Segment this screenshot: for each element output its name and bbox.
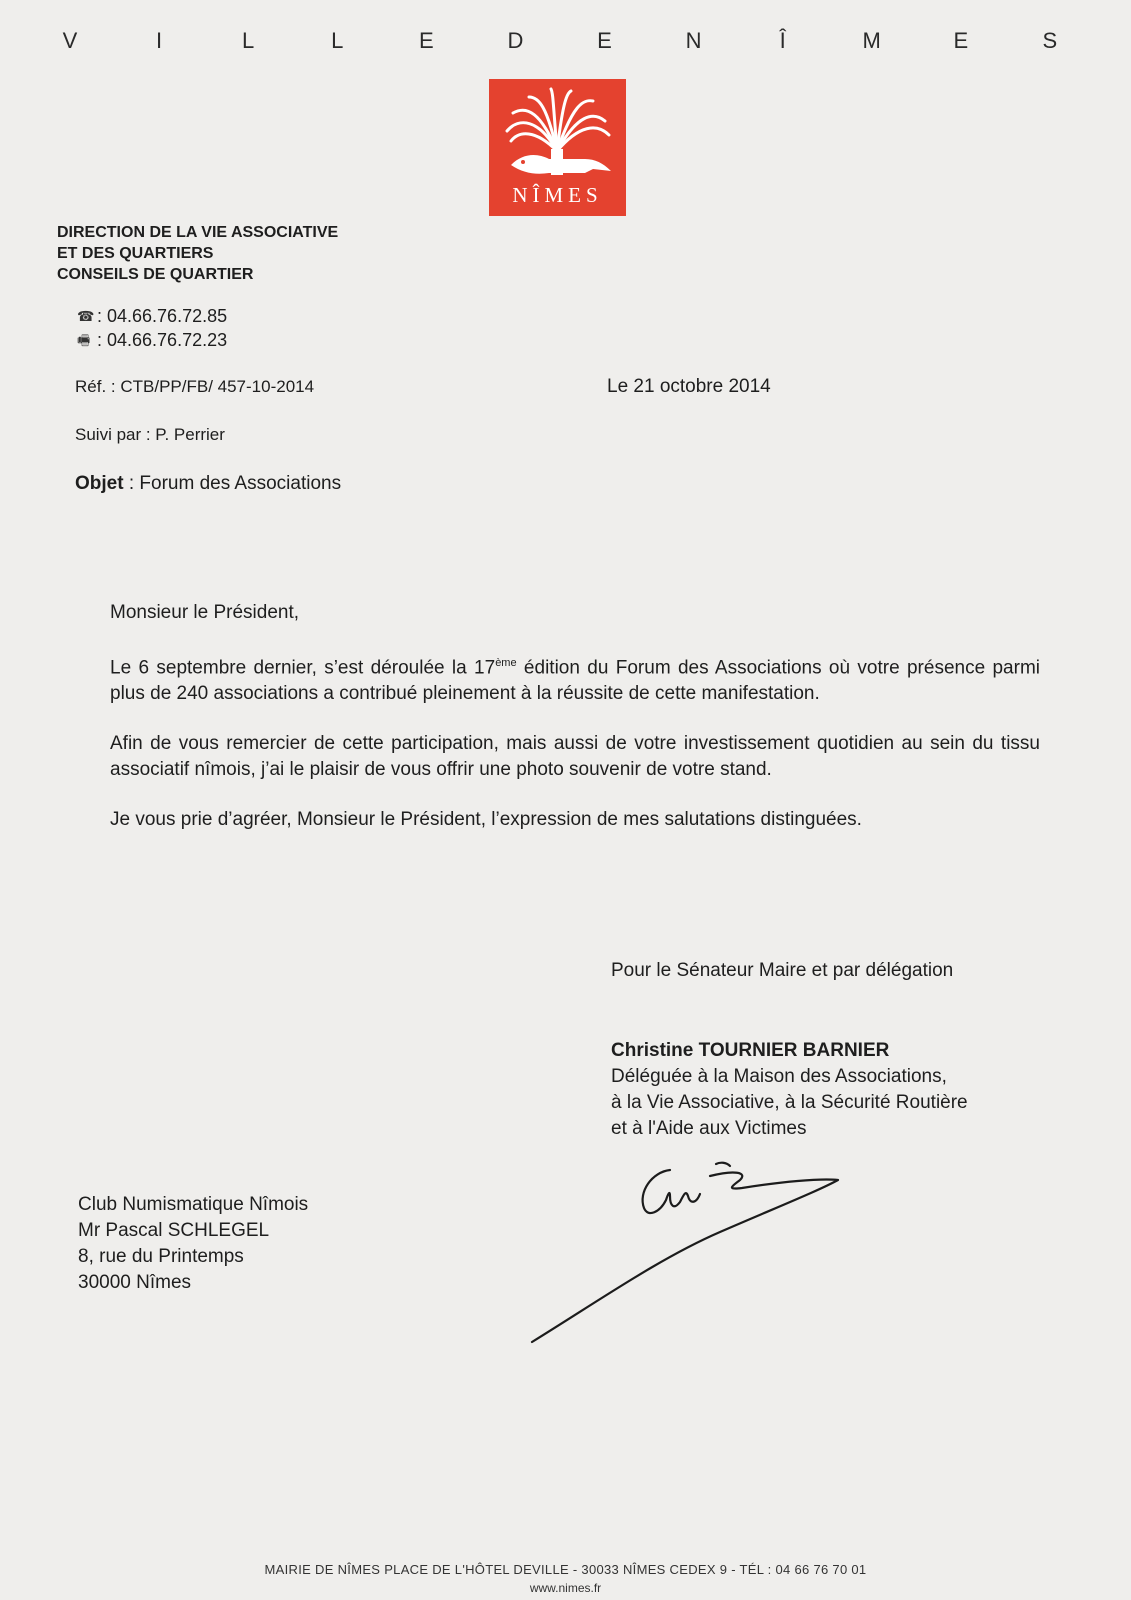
city-title-letter: Î bbox=[779, 28, 786, 53]
subject-label: Objet bbox=[75, 473, 124, 494]
city-title-letter: V bbox=[62, 28, 78, 53]
recipient-line: Mr Pascal SCHLEGEL bbox=[78, 1220, 270, 1241]
ordinal-superscript: ème bbox=[495, 657, 517, 669]
city-title bbox=[60, 28, 1060, 54]
paragraph-3: Je vous prie d’agréer, Monsieur le Président, l’expression de mes salutations distinguées. bbox=[110, 809, 862, 831]
signer-name: Christine TOURNIER BARNIER bbox=[611, 1040, 890, 1061]
footer-address: MAIRIE DE NÎMES PLACE DE L'HÔTEL DEVILLE - 30033 NÎMES CEDEX 9 - TÉL : 04 66 76 70 01 bbox=[264, 1562, 867, 1577]
city-title-letter: M bbox=[862, 28, 881, 53]
phone-number: : 04.66.76.72.85 bbox=[97, 306, 228, 326]
department-line: ET DES QUARTIERS bbox=[57, 245, 214, 262]
recipient-address bbox=[78, 1192, 308, 1296]
nimes-logo bbox=[489, 79, 626, 216]
paragraph-1-start: Le 6 septembre dernier, s’est déroulée la 17 bbox=[110, 657, 496, 679]
city-title-letter: D bbox=[507, 28, 524, 53]
followed-by: Suivi par : P. Perrier bbox=[75, 425, 225, 444]
signer-role: à la Vie Associative, à la Sécurité Routière bbox=[611, 1092, 968, 1113]
paragraph-1 bbox=[110, 650, 1040, 707]
reference: Réf. : CTB/PP/FB/ 457-10-2014 bbox=[75, 377, 315, 396]
fax-icon: 🖷 bbox=[77, 332, 91, 348]
salutation: Monsieur le Président, bbox=[110, 602, 300, 623]
city-title-letter: L bbox=[242, 28, 255, 53]
city-title-letter: S bbox=[1042, 28, 1058, 53]
logo-wordmark: NÎMES bbox=[512, 183, 603, 207]
city-title-letter: E bbox=[418, 28, 434, 53]
fax-number: : 04.66.76.72.23 bbox=[97, 330, 228, 350]
handwritten-signature bbox=[520, 1150, 860, 1370]
signer-block bbox=[611, 1038, 968, 1142]
signer-role: Déléguée à la Maison des Associations, bbox=[611, 1066, 947, 1087]
letter-date: Le 21 octobre 2014 bbox=[607, 376, 771, 397]
phone-line bbox=[77, 304, 227, 328]
recipient-line: 8, rue du Printemps bbox=[78, 1246, 244, 1267]
recipient-line: Club Numismatique Nîmois bbox=[78, 1194, 309, 1215]
paragraph-1-end: édition du Forum des Associations où votre présence parmi plus de 240 associations a contribué pleinement à la réussite de cette manifestation. bbox=[110, 657, 1040, 705]
fax-line bbox=[77, 328, 227, 352]
paragraph-2: Afin de vous remercier de cette participation, mais aussi de votre investissement quotidien au sein du tissu associatif nîmois, j’ai le plaisir de vous offrir une photo souvenir de votre stand. bbox=[110, 733, 1040, 781]
department-line: DIRECTION DE LA VIE ASSOCIATIVE bbox=[57, 224, 339, 241]
signer-role: et à l'Aide aux Victimes bbox=[611, 1118, 807, 1139]
department-line: CONSEILS DE QUARTIER bbox=[57, 266, 254, 283]
city-title-letter: E bbox=[597, 28, 612, 53]
subject-text: : Forum des Associations bbox=[123, 473, 342, 494]
city-title-letter: N bbox=[685, 28, 702, 53]
contact-block bbox=[77, 304, 227, 352]
recipient-line: 30000 Nîmes bbox=[78, 1272, 192, 1293]
subject-line bbox=[75, 473, 341, 495]
department-block bbox=[57, 222, 338, 285]
letter-body bbox=[110, 600, 1040, 857]
closing-line: Pour le Sénateur Maire et par délégation bbox=[611, 960, 954, 981]
city-title-letter: L bbox=[331, 28, 344, 53]
telephone-icon: ☎ bbox=[77, 308, 95, 324]
footer-website: www.nimes.fr bbox=[529, 1581, 602, 1595]
city-title-letter: I bbox=[156, 28, 163, 53]
city-title-letter: E bbox=[953, 28, 969, 53]
